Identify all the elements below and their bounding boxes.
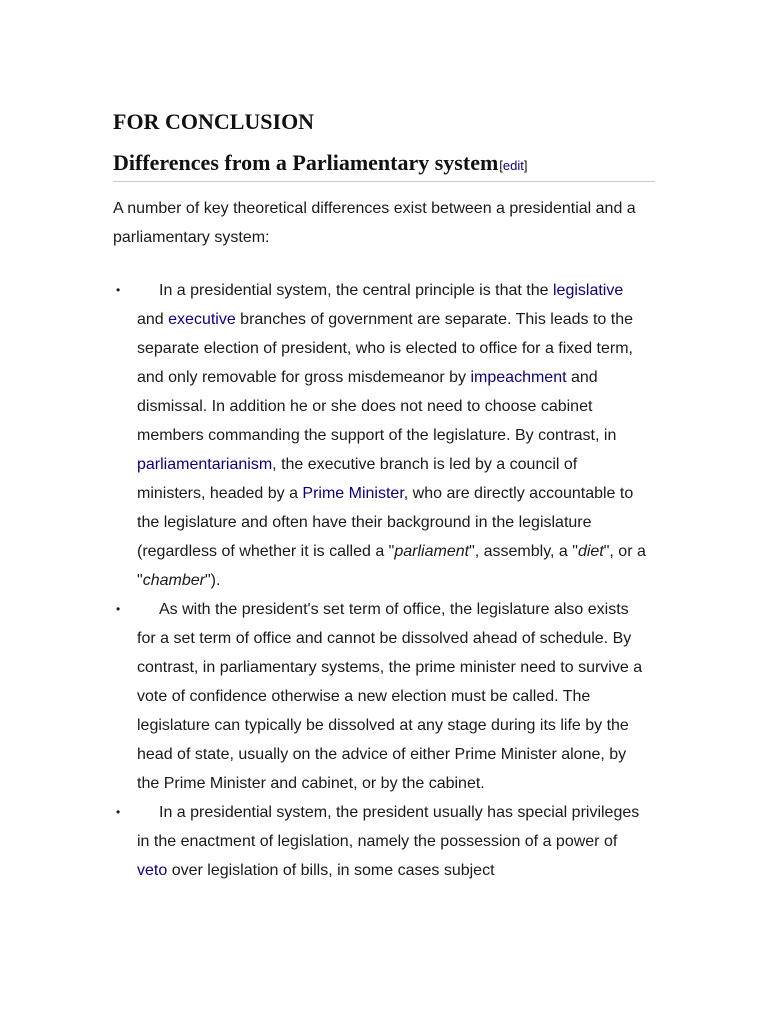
link-veto[interactable]: veto [137,862,168,879]
point3-text-1: In a presidential system, the president usually has special privileges in the enactment of legislation, namely the possession of a power of [137,804,640,850]
link-parliamentarianism[interactable]: parliamentarianism [137,456,273,473]
point1-text-9: "). [204,572,221,589]
section-heading-row [113,149,655,182]
point1-text-5: , the executive branch is led by a council of ministers, headed by a [137,456,578,502]
link-impeachment[interactable]: impeachment [470,369,567,386]
bullet-icon: • [116,283,121,297]
section-heading: Differences from a Parliamentary system [113,150,499,175]
document-page [113,108,658,885]
point1-text-3: branches of government are separate. This leads to the separate election of president, who is elected to office for a fixed term, and only removable for gross misdemeanor by [137,311,634,386]
point1-text-6: , who are directly accountable to the legislature and often have their background in the legislature (regardless of whether it is called a " [137,485,634,560]
bullet-icon: • [116,602,121,616]
term-chamber: chamber [142,572,205,589]
point1-text-8: ", or a " [137,543,646,589]
edit-link[interactable]: edit [502,158,524,173]
term-parliament: parliament [394,543,470,560]
point1-text-1: In a presidential system, the central principle is that the [159,282,553,299]
point2-text: As with the president's set term of office, the legislature also exists for a set term of office and cannot be dissolved ahead of schedule. By contrast, in parliamentary systems, the prime minister need to survive a vote of confidence otherwise a new election must be called. The legislature can typically be dissolved at any stage during its life by the head of state, usually on the advice of either Prime Minister alone, by the Prime Minister and cabinet, or by the cabinet. [137,601,643,792]
term-diet: diet [577,543,604,560]
bullet-icon: • [116,805,121,819]
kicker-heading: FOR CONCLUSION [113,109,315,134]
point1-text-4: and dismissal. In addition he or she does not need to choose cabinet members commanding the support of the legislature. By contrast, in [137,369,617,444]
list-item [113,798,649,885]
point3-text-2: over legislation of bills, in some cases subject [167,862,495,879]
edit-bracket-open: [ [499,158,503,173]
link-legislative[interactable]: legislative [552,282,624,299]
edit-bracket-close: ] [523,158,528,173]
intro-paragraph: A number of key theoretical differences exist between a presidential and a parliamentary system: [113,200,636,246]
link-prime-minister[interactable]: Prime Minister [302,485,404,502]
edit-section [499,158,527,173]
point1-text-7: ", assembly, a " [469,543,578,560]
list-item [113,276,649,595]
point1-text-2: and [137,311,169,328]
link-executive[interactable]: executive [168,311,236,328]
differences-list [113,276,658,885]
list-item [113,595,649,798]
